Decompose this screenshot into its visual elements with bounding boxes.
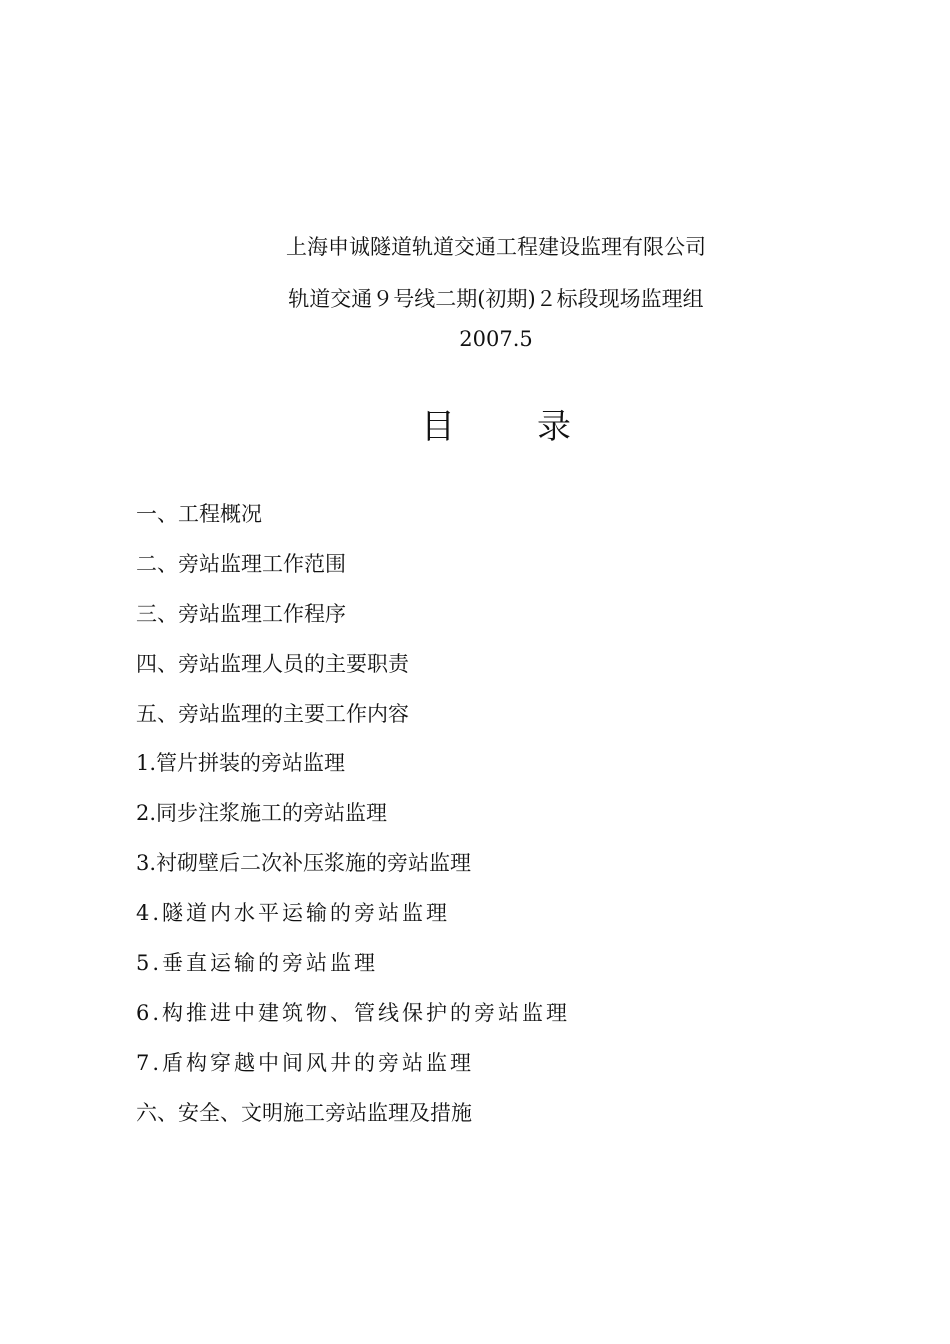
company-name: 上海申诚隧道轨道交通工程建设监理有限公司 [286, 235, 706, 259]
toc-title-char-2: 录 [537, 407, 571, 447]
toc-item: 7.盾构穿越中间风井的旁站监理 [136, 1050, 475, 1075]
toc-item: 二、旁站监理工作范围 [136, 551, 346, 576]
toc-title-char-1: 目 [421, 407, 455, 447]
toc-item: 4.隧道内水平运输的旁站监理 [136, 901, 451, 926]
toc-item: 四、旁站监理人员的主要职责 [136, 651, 409, 676]
toc-item: 五、旁站监理的主要工作内容 [136, 701, 409, 726]
toc-item: 5.垂直运输的旁站监理 [136, 951, 379, 976]
toc-item: 1.管片拼装的旁站监理 [136, 751, 346, 776]
toc-item: 2.同步注浆施工的旁站监理 [136, 801, 388, 826]
toc-title [0, 404, 950, 450]
toc-item: 三、旁站监理工作程序 [136, 601, 346, 626]
toc-item: 一、工程概况 [136, 502, 262, 526]
toc-list [136, 497, 570, 1146]
project-name: 轨道交通９号线二期(初期)２标段现场监理组 [288, 287, 704, 311]
document-date: 2007.5 [459, 327, 533, 351]
toc-item: 6.构推进中建筑物、管线保护的旁站监理 [136, 1000, 571, 1025]
toc-item: 3.衬砌壁后二次补压浆施的旁站监理 [136, 851, 472, 876]
toc-item: 六、安全、文明施工旁站监理及措施 [136, 1100, 472, 1125]
